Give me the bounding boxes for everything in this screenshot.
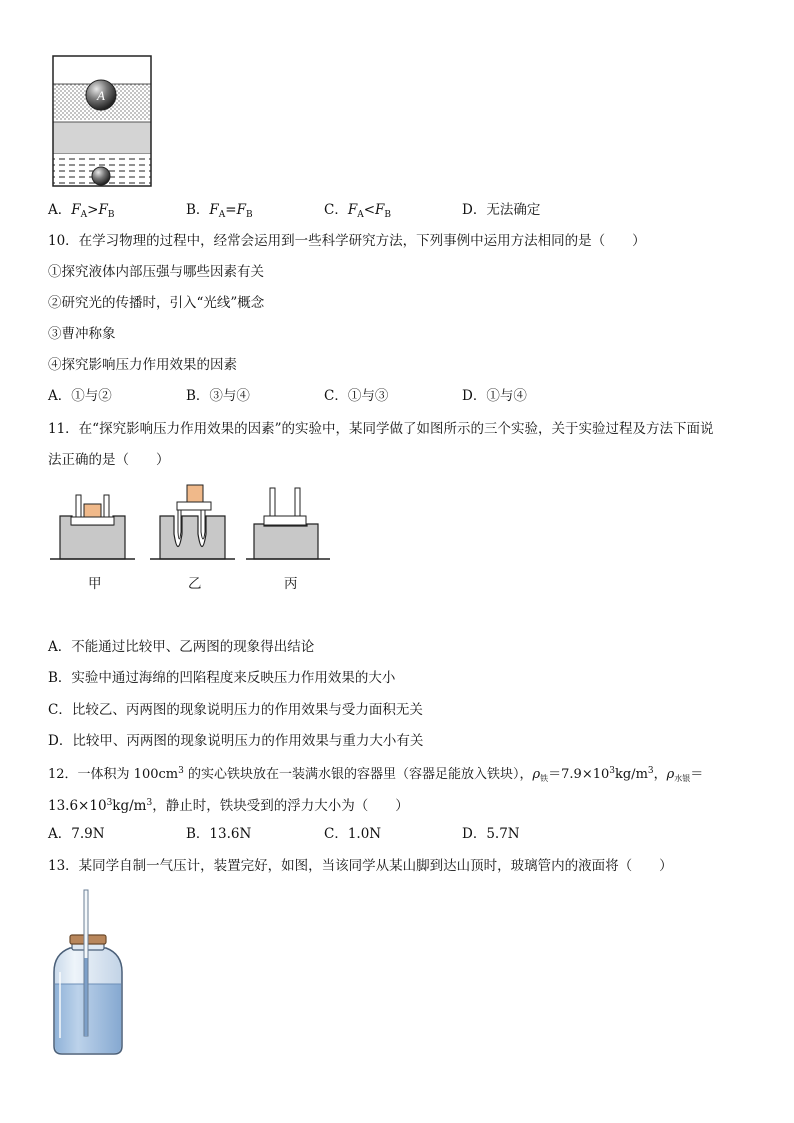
q11-option-b: B．实验中通过海绵的凹陷程度来反映压力作用效果的大小 <box>48 670 396 686</box>
q10-item-2: ②研究光的传播时，引入“光线”概念 <box>48 295 265 311</box>
q11-option-c: C．比较乙、丙两图的现象说明压力的作用效果与受力面积无关 <box>48 702 423 718</box>
q9-option-d: D．无法确定 <box>462 202 541 218</box>
q10-option-c: C．①与③ <box>324 388 389 404</box>
q10-item-4: ④探究影响压力作用效果的因素 <box>48 357 237 373</box>
q11-stem-line2: 法正确的是（ ） <box>48 452 170 468</box>
q9-option-a: A．$F_A>F_B$ <box>48 202 115 220</box>
q11-experiment-figure <box>50 484 340 568</box>
q10-item-3: ③曹冲称象 <box>48 326 116 342</box>
experiment-jia <box>50 495 135 559</box>
q11-option-a: A．不能通过比较甲、乙两图的现象得出结论 <box>48 639 315 655</box>
q9-option-b: B．$F_A=F_B$ <box>186 202 253 220</box>
q10-option-d: D．①与④ <box>462 388 527 404</box>
q9-option-c: C．$F_A<F_B$ <box>324 202 392 220</box>
q12-option-b: B．13.6N <box>186 826 252 842</box>
q10-option-a: A．①与② <box>48 388 112 404</box>
ball-a-label: A <box>97 88 105 103</box>
q9-container-figure <box>48 54 158 190</box>
experiment-yi <box>150 485 235 559</box>
figure-label-bing: 丙 <box>284 576 298 592</box>
q12-option-a: A．7.9N <box>48 826 105 842</box>
q12-option-c: C．1.0N <box>324 826 382 842</box>
q10-item-1: ①探究液体内部压强与哪些因素有关 <box>48 264 264 280</box>
q12-stem-line1: 12．一体积为 $100cm^3$ 的实心铁块放在一装满水银的容器里（容器足能放入铁块），$\rho_铁=7.9\times 10^3kg/m^3$，$\rho_{水银}=$ <box>48 766 704 783</box>
figure-label-yi: 乙 <box>188 576 202 592</box>
q12-stem-line2: $13.6\times 10^3kg/m^3$，静止时，铁块受到的浮力大小为（ ） <box>48 798 409 814</box>
q13-barometer-figure <box>48 888 128 1060</box>
q12-option-d: D．5.7N <box>462 826 520 842</box>
q11-option-d: D．比较甲、丙两图的现象说明压力的作用效果与重力大小有关 <box>48 733 424 749</box>
q11-stem-line1: 11．在“探究影响压力作用效果的因素”的实验中，某同学做了如图所示的三个实验，关于实验过程及方法下面说 <box>48 421 714 437</box>
ball-b <box>92 167 110 185</box>
experiment-bing <box>246 488 330 559</box>
figure-label-jia: 甲 <box>88 576 102 592</box>
q10-option-b: B．③与④ <box>186 388 250 404</box>
q13-stem: 13．某同学自制一气压计，装置完好，如图，当该同学从某山脚到达山顶时，玻璃管内的液面将（ ） <box>48 858 673 874</box>
q10-stem: 10．在学习物理的过程中，经常会运用到一些科学研究方法，下列事例中运用方法相同的是（ ） <box>48 233 646 249</box>
